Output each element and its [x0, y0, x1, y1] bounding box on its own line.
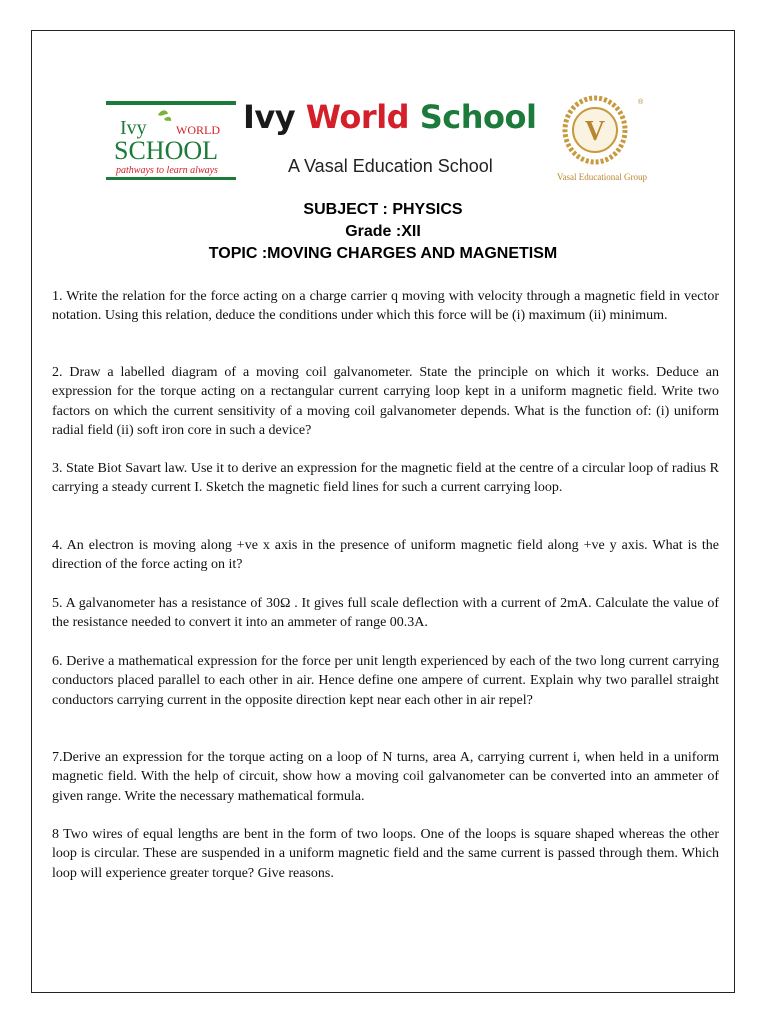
question-6: 6. Derive a mathematical expression for the force per unit length experienced by each of the two long current carrying conductors placed parallel to each other in air. Hence define one ampere of current. Explain why two parallel straight conductors carrying current in the opposite direction kept near each other in air repel?	[52, 654, 719, 708]
question-8: 8 Two wires of equal lengths are bent in the form of two loops. One of the loops is square shaped whereas the other loop is circular. These are suspended in a uniform magnetic field and the same current is passed through them. Which loop will experience greater torque? Give reasons.	[52, 827, 719, 881]
crest-letter: V	[584, 116, 606, 147]
question-4: 4. An electron is moving along +ve x axis in the presence of uniform magnetic field along +ve y axis. What is the direction of the force acting on it?	[52, 538, 719, 573]
registered-mark: ®	[638, 99, 644, 106]
brand-block	[243, 100, 543, 182]
brand-word-school: School	[419, 98, 537, 136]
topic-heading: TOPIC :MOVING CHARGES AND MAGNETISM	[208, 245, 558, 262]
brand-word-world: World	[305, 98, 410, 136]
logo-ivy-text: Ivy	[120, 117, 147, 139]
logo-school-text: SCHOOL	[114, 136, 219, 165]
grade-heading: Grade :XII	[345, 223, 421, 240]
ivy-world-school-logo	[106, 101, 236, 183]
question-1: 1. Write the relation for the force acting on a charge carrier q moving with velocity through a magnetic field in vector notation. Using this relation, deduce the conditions under which this force will be (i) maximum (ii) minimum.	[52, 289, 719, 324]
brand-title	[243, 100, 536, 135]
leaf-icon-small	[164, 117, 171, 121]
logo-tagline-text: pathways to learn always	[116, 165, 218, 176]
ivy-logo-graphic	[106, 101, 236, 183]
title-block	[31, 199, 735, 265]
vasal-caption: Vasal Educational Group	[557, 172, 647, 182]
question-3: 3. State Biot Savart law. Use it to derive an expression for the magnetic field at the centre of a circular loop of radius R carrying a steady current I. Sketch the magnetic field lines for such a current carrying loop.	[52, 461, 719, 496]
logo-world-text: WORLD	[176, 123, 220, 137]
question-7: 7.Derive an expression for the torque acting on a loop of N turns, area A, carrying current i, when held in a uniform magnetic field. With the help of circuit, show how a moving coil galvanometer can be converted into an ammeter of given range. Write the necessary mathematical formula.	[52, 750, 719, 804]
vasal-group-logo	[555, 94, 665, 189]
leaf-icon	[158, 110, 168, 115]
question-2: 2. Draw a labelled diagram of a moving coil galvanometer. State the principle on which it works. Deduce an expression for the torque acting on a rectangular current carrying loop kept in a uniform magnetic field. Write two factors on which the current sensitivity of a moving coil galvanometer depends. What is the function of: (i) uniform radial field (ii) soft iron core in such a device?	[52, 365, 719, 438]
question-5: 5. A galvanometer has a resistance of 30Ω . It gives full scale deflection with a current of 2mA. Calculate the value of the resistance needed to convert it into an ammeter of range 00.3A.	[52, 596, 719, 631]
subject-heading: SUBJECT : PHYSICS	[303, 201, 463, 218]
vasal-crest-icon	[555, 94, 665, 189]
brand-word-ivy: Ivy	[243, 98, 296, 136]
brand-subtitle: A Vasal Education School	[288, 156, 493, 176]
